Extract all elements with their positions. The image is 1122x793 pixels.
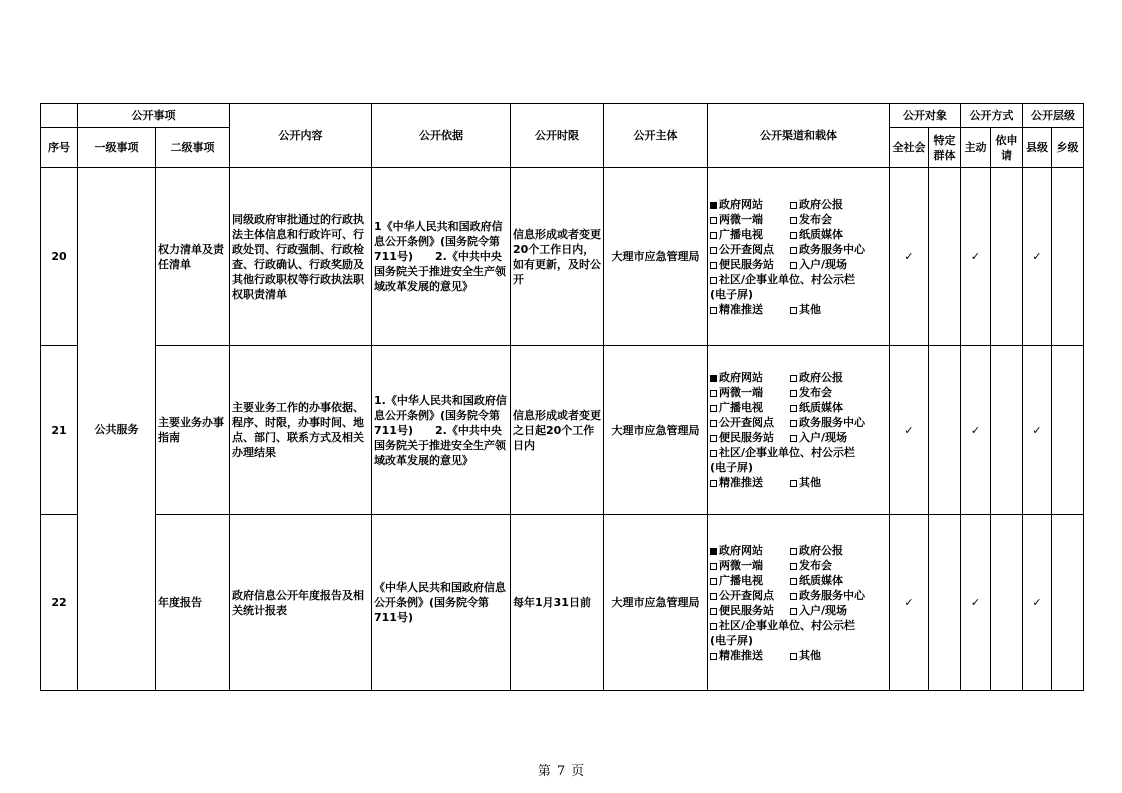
channel-label: 纸质媒体 xyxy=(799,227,843,241)
channel-label: 其他 xyxy=(799,302,821,316)
channel-label: 发布会 xyxy=(799,558,832,572)
channel-label: (电子屏) xyxy=(710,633,754,647)
unchecked-box-icon xyxy=(790,405,797,412)
unchecked-box-icon xyxy=(710,232,717,239)
disclosure-table xyxy=(40,103,1084,691)
unchecked-box-icon xyxy=(710,390,717,397)
page-number: 7 xyxy=(556,764,566,779)
unchecked-box-icon xyxy=(710,608,717,615)
header-level-county: 县级 xyxy=(1023,128,1052,168)
header-basis: 公开依据 xyxy=(372,104,511,168)
header-row-1 xyxy=(41,104,1084,128)
check-audience-all: ✓ xyxy=(890,168,929,346)
channel-label: 纸质媒体 xyxy=(799,401,843,414)
channel-label: (电子屏) xyxy=(710,461,754,474)
channel-list xyxy=(708,197,889,317)
empty-cell xyxy=(929,515,961,691)
row-subject: 大理市应急管理局 xyxy=(604,515,708,691)
channel-label: 政务服务中心 xyxy=(799,588,865,602)
level1-item: 公共服务 xyxy=(78,168,156,691)
header-method-request: 依申请 xyxy=(991,128,1023,168)
unchecked-box-icon xyxy=(790,375,797,382)
empty-cell xyxy=(1052,168,1084,346)
check-method-active: ✓ xyxy=(961,168,991,346)
channel-label: 其他 xyxy=(799,476,821,489)
channel-label: 公开查阅点 xyxy=(719,588,774,602)
channel-label: 便民服务站 xyxy=(719,603,774,617)
channel-list xyxy=(708,370,889,490)
empty-cell xyxy=(929,346,961,515)
unchecked-box-icon xyxy=(790,247,797,254)
empty-cell xyxy=(929,168,961,346)
header-audience-all: 全社会 xyxy=(890,128,929,168)
channel-label: 精准推送 xyxy=(719,476,763,489)
row-basis: 1《中华人民共和国政府信息公开条例》(国务院令第711号) 2.《中共中央 国务院关于推进安全生产领域改革发展的意见》 xyxy=(372,168,511,346)
channel-label: 政务服务中心 xyxy=(799,242,865,256)
row-level2: 主要业务办事指南 xyxy=(156,346,230,515)
unchecked-box-icon xyxy=(710,593,717,600)
header-public-items: 公开事项 xyxy=(78,104,230,128)
unchecked-box-icon xyxy=(710,563,717,570)
check-level-county: ✓ xyxy=(1023,515,1052,691)
check-level-county: ✓ xyxy=(1023,346,1052,515)
unchecked-box-icon xyxy=(710,653,717,660)
header-channels: 公开渠道和载体 xyxy=(708,104,890,168)
empty-cell xyxy=(991,168,1023,346)
row-level2: 年度报告 xyxy=(156,515,230,691)
channel-list xyxy=(708,543,889,663)
channel-label: 两微一端 xyxy=(719,212,763,226)
unchecked-box-icon xyxy=(710,307,717,314)
channel-label: 公开查阅点 xyxy=(719,416,774,429)
channel-label: (电子屏) xyxy=(710,287,754,301)
row-content: 同级政府审批通过的行政执法主体信息和行政许可、行政处罚、行政强制、行政检查、行政确认、行政奖励及其他行政职权等行政执法职权职责清单 xyxy=(230,168,372,346)
header-time-limit: 公开时限 xyxy=(511,104,604,168)
header-audience: 公开对象 xyxy=(890,104,961,128)
channel-label: 精准推送 xyxy=(719,302,763,316)
channel-label: 发布会 xyxy=(799,212,832,226)
header-level: 公开层级 xyxy=(1023,104,1084,128)
header-level2: 二级事项 xyxy=(156,128,230,168)
channel-label: 公开查阅点 xyxy=(719,242,774,256)
unchecked-box-icon xyxy=(710,247,717,254)
checked-box-icon xyxy=(710,202,717,209)
channel-label: 便民服务站 xyxy=(719,257,774,271)
check-audience-all: ✓ xyxy=(890,515,929,691)
unchecked-box-icon xyxy=(790,390,797,397)
header-audience-specific: 特定群体 xyxy=(929,128,961,168)
empty-cell xyxy=(1052,346,1084,515)
row-time-limit: 每年1月31日前 xyxy=(511,515,604,691)
row-subject: 大理市应急管理局 xyxy=(604,168,708,346)
empty-cell xyxy=(991,515,1023,691)
channel-label: 社区/企事业单位、村公示栏 xyxy=(719,618,856,632)
channel-label: 入户/现场 xyxy=(799,603,848,617)
row-time-limit: 信息形成或者变更20个工作日内，如有更新，及时公开 xyxy=(511,168,604,346)
row-channels xyxy=(708,168,890,346)
checked-box-icon xyxy=(710,548,717,555)
row-level2: 权力清单及责任清单 xyxy=(156,168,230,346)
channel-label: 入户/现场 xyxy=(799,431,848,444)
unchecked-box-icon xyxy=(790,548,797,555)
unchecked-box-icon xyxy=(790,202,797,209)
check-method-active: ✓ xyxy=(961,346,991,515)
channel-label: 两微一端 xyxy=(719,386,763,399)
channel-label: 社区/企事业单位、村公示栏 xyxy=(719,446,856,459)
footer-suffix: 页 xyxy=(571,764,585,779)
channel-label: 政府网站 xyxy=(719,371,763,384)
unchecked-box-icon xyxy=(790,593,797,600)
header-level-township: 乡级 xyxy=(1052,128,1084,168)
row-content: 主要业务工作的办事依据、程序、时限，办事时间、地点、部门、联系方式及相关办理结果 xyxy=(230,346,372,515)
row-seq: 20 xyxy=(41,168,78,346)
unchecked-box-icon xyxy=(790,420,797,427)
unchecked-box-icon xyxy=(710,578,717,585)
unchecked-box-icon xyxy=(710,277,717,284)
channel-label: 便民服务站 xyxy=(719,431,774,444)
unchecked-box-icon xyxy=(710,623,717,630)
unchecked-box-icon xyxy=(790,480,797,487)
row-channels xyxy=(708,515,890,691)
table-row xyxy=(41,515,1084,691)
unchecked-box-icon xyxy=(790,563,797,570)
channel-label: 发布会 xyxy=(799,386,832,399)
channel-label: 广播电视 xyxy=(719,401,763,414)
channel-label: 精准推送 xyxy=(719,648,763,662)
empty-cell xyxy=(991,346,1023,515)
unchecked-box-icon xyxy=(790,653,797,660)
header-blank xyxy=(41,104,78,128)
channel-label: 政府公报 xyxy=(799,197,843,211)
unchecked-box-icon xyxy=(790,435,797,442)
row-basis: 1.《中华人民共和国政府信息公开条例》(国务院令第711号) 2.《中共中央 国务院关于推进安全生产领域改革发展的意见》 xyxy=(372,346,511,515)
checked-box-icon xyxy=(710,375,717,382)
header-content: 公开内容 xyxy=(230,104,372,168)
channel-label: 两微一端 xyxy=(719,558,763,572)
header-seq: 序号 xyxy=(41,128,78,168)
unchecked-box-icon xyxy=(710,405,717,412)
unchecked-box-icon xyxy=(790,262,797,269)
unchecked-box-icon xyxy=(710,217,717,224)
row-seq: 22 xyxy=(41,515,78,691)
unchecked-box-icon xyxy=(790,232,797,239)
footer-prefix: 第 xyxy=(537,764,551,779)
table-row xyxy=(41,346,1084,515)
channel-label: 广播电视 xyxy=(719,227,763,241)
channel-label: 纸质媒体 xyxy=(799,573,843,587)
header-subject: 公开主体 xyxy=(604,104,708,168)
check-level-county: ✓ xyxy=(1023,168,1052,346)
header-level1: 一级事项 xyxy=(78,128,156,168)
channel-label: 政务服务中心 xyxy=(799,416,865,429)
unchecked-box-icon xyxy=(710,420,717,427)
unchecked-box-icon xyxy=(790,578,797,585)
channel-label: 政府公报 xyxy=(799,543,843,557)
table-row xyxy=(41,168,1084,346)
empty-cell xyxy=(1052,515,1084,691)
check-method-active: ✓ xyxy=(961,515,991,691)
unchecked-box-icon xyxy=(710,450,717,457)
row-content: 政府信息公开年度报告及相关统计报表 xyxy=(230,515,372,691)
channel-label: 广播电视 xyxy=(719,573,763,587)
unchecked-box-icon xyxy=(790,307,797,314)
unchecked-box-icon xyxy=(710,262,717,269)
row-subject: 大理市应急管理局 xyxy=(604,346,708,515)
page-footer xyxy=(0,760,1122,779)
channel-label: 政府网站 xyxy=(719,543,763,557)
channel-label: 政府公报 xyxy=(799,371,843,384)
row-basis: 《中华人民共和国政府信息公开条例》(国务院令第711号) xyxy=(372,515,511,691)
unchecked-box-icon xyxy=(790,608,797,615)
channel-label: 政府网站 xyxy=(719,197,763,211)
header-method: 公开方式 xyxy=(961,104,1023,128)
channel-label: 其他 xyxy=(799,648,821,662)
row-time-limit: 信息形成或者变更之日起20个工作日内 xyxy=(511,346,604,515)
unchecked-box-icon xyxy=(710,480,717,487)
channel-label: 社区/企事业单位、村公示栏 xyxy=(719,272,856,286)
channel-label: 入户/现场 xyxy=(799,257,848,271)
row-channels xyxy=(708,346,890,515)
row-seq: 21 xyxy=(41,346,78,515)
header-method-active: 主动 xyxy=(961,128,991,168)
unchecked-box-icon xyxy=(710,435,717,442)
unchecked-box-icon xyxy=(790,217,797,224)
check-audience-all: ✓ xyxy=(890,346,929,515)
